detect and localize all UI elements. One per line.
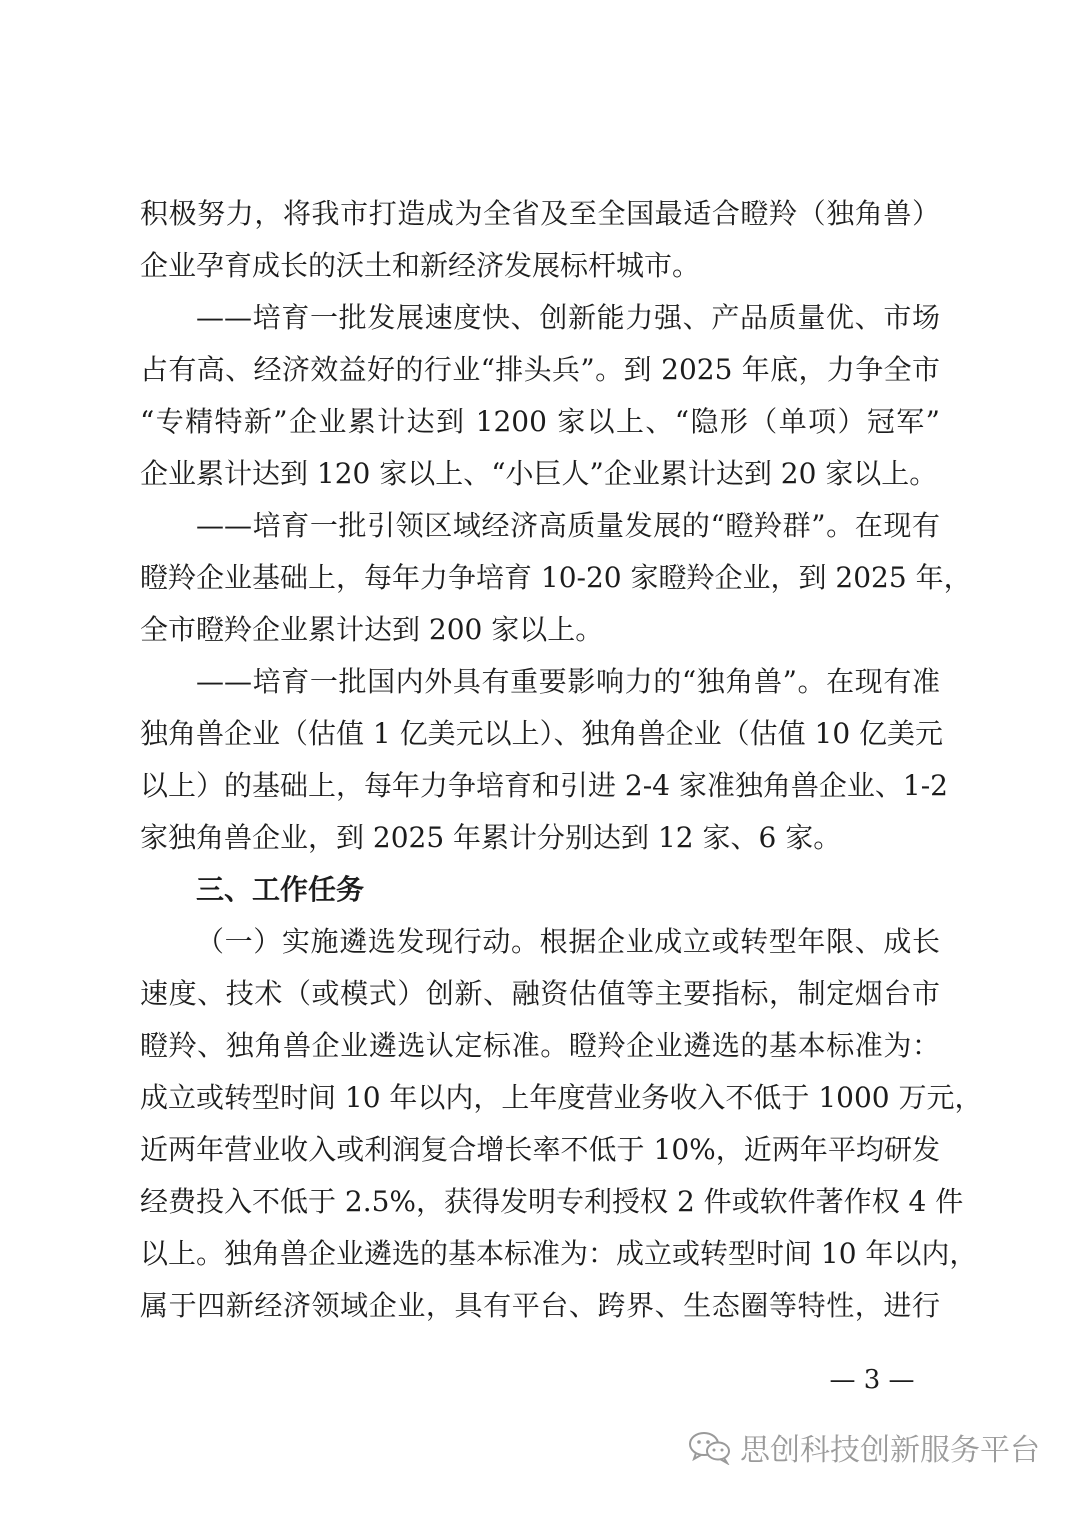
text-line: 占有高、经济效益好的行业“排头兵”。到 2025 年底，力争全市	[140, 353, 940, 386]
text-line: 企业累计达到 120 家以上、“小巨人”企业累计达到 20 家以上。	[140, 457, 938, 490]
watermark-text: 思创科技创新服务平台	[740, 1433, 1040, 1468]
text-line: 属于四新经济领域企业，具有平台、跨界、生态圈等特性，进行	[140, 1289, 940, 1322]
section-heading: 三、工作任务	[196, 873, 365, 906]
text-line: 经费投入不低于 2.5%，获得发明专利授权 2 件或软件著作权 4 件	[140, 1185, 964, 1218]
text-line: 速度、技术（或模式）创新、融资估值等主要指标，制定烟台市	[140, 977, 940, 1010]
text-line: 全市瞪羚企业累计达到 200 家以上。	[140, 613, 604, 646]
text-line: 成立或转型时间 10 年以内，上年度营业务收入不低于 1000 万元，	[140, 1081, 983, 1114]
text-line: 以上。独角兽企业遴选的基本标准为：成立或转型时间 10 年以内，	[140, 1237, 978, 1270]
watermark	[688, 1425, 1040, 1469]
text-line: 以上）的基础上，每年力争培育和引进 2-4 家准独角兽企业、1-2	[140, 769, 948, 802]
text-line: 瞪羚、独角兽企业遴选认定标准。瞪羚企业遴选的基本标准为：	[140, 1029, 940, 1062]
text-line: 企业孕育成长的沃土和新经济发展标杆城市。	[140, 249, 701, 282]
text-line: “专精特新”企业累计达到 1200 家以上、“隐形（单项）冠军”	[140, 405, 940, 438]
text-line: 家独角兽企业，到 2025 年累计分别达到 12 家、6 家。	[140, 821, 842, 854]
wechat-icon	[688, 1429, 732, 1465]
text-line: 瞪羚企业基础上，每年力争培育 10-20 家瞪羚企业，到 2025 年，	[140, 561, 972, 594]
text-line: 独角兽企业（估值 1 亿美元以上）、独角兽企业（估值 10 亿美元	[140, 717, 944, 750]
text-line: ——培育一批国内外具有重要影响力的“独角兽”。在现有准	[196, 665, 940, 698]
text-line: （一）实施遴选发现行动。根据企业成立或转型年限、成长	[196, 925, 940, 958]
document-body	[140, 188, 983, 1332]
text-line: 积极努力，将我市打造成为全省及至全国最适合瞪羚（独角兽）	[140, 197, 940, 230]
text-line: ——培育一批引领区域经济高质量发展的“瞪羚群”。在现有	[196, 509, 940, 542]
text-line: 近两年营业收入或利润复合增长率不低于 10%，近两年平均研发	[140, 1133, 940, 1166]
text-line: ——培育一批发展速度快、创新能力强、产品质量优、市场	[196, 301, 940, 334]
page-number: — 3 —	[829, 1365, 915, 1395]
